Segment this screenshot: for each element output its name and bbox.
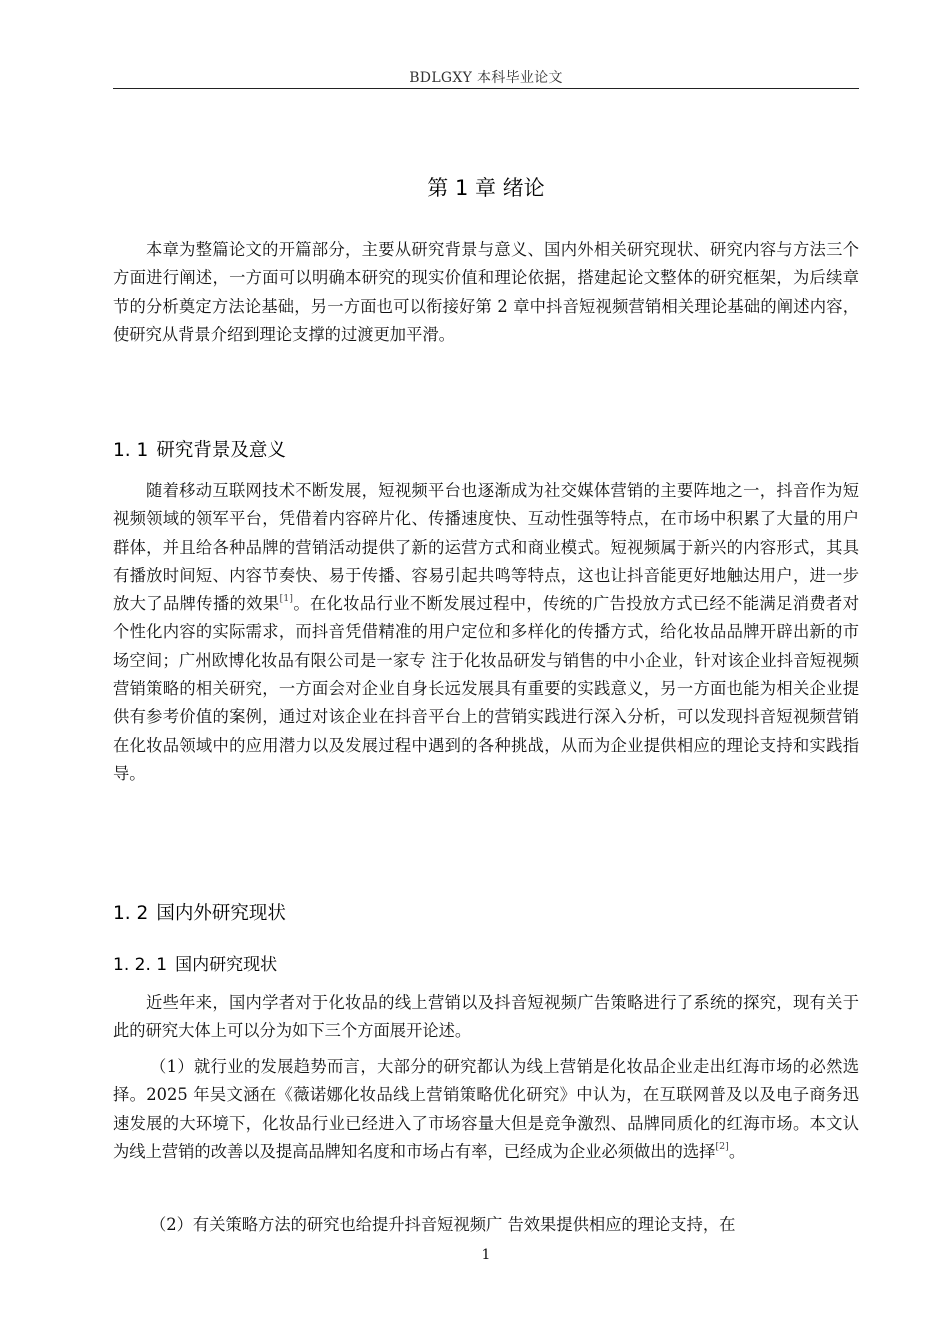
paragraph-text: （1）就行业的发展趋势而言，大部分的研究都认为线上营销是化妆品企业走出红海市场的必然选择。2025 年吴文涵在《薇诺娜化妆品线上营销策略优化研究》中认为，在互联网普及以及电子商务迅速发展的大环境下，化妆品行业已经进入了市场容量大但是竞争激烈、品牌同质化的红海市场。本文认为线上营销的改善以及提高品牌知名度和市场占有率，已经成为企业必须做出的选择 <box>113 1057 859 1161</box>
domestic-intro-paragraph: 近些年来，国内学者对于化妆品的线上营销以及抖音短视频广告策略进行了系统的探究，现有关于此的研究大体上可以分为如下三个方面展开论述。 <box>113 993 859 1041</box>
section-heading-1-1 <box>113 436 286 462</box>
list-item-2: （2）有关策略方法的研究也给提升抖音短视频广 告效果提供相应的理论支持，在 <box>150 1215 736 1234</box>
paragraph-text: 。 <box>728 1141 746 1161</box>
citation-link[interactable]: [2] <box>715 1140 729 1152</box>
intro-paragraph: 本章为整篇论文的开篇部分，主要从研究背景与意义、国内外相关研究现状、研究内容与方法三个方面进行阐述，一方面可以明确本研究的现实价值和理论依据，搭建起论文整体的研究框架，为后续章节的分析奠定方法论基础，另一方面也可以衔接好第 2 章中抖音短视频营销相关理论基础的阐述内容，使研究从背景介绍到理论支撑的过渡更加平滑。 <box>113 240 859 344</box>
section-number: 1. 2. 1 <box>113 955 168 975</box>
paragraph-text: 。在化妆品行业不断发展过程中，传统的广告投放方式已经不能满足消费者对个性化内容的实际需求，而抖音凭借精准的用户定位和多样化的传播方式，给化妆品品牌开辟出新的市场空间；广州欧博化妆品有限公司是一家专 注于化妆品研发与销售的中小企业，针对该企业抖音短视频营销策略的相关研究，一方面会对企业自身长远发展具有重要的实践意义，另一方面也能为相关企业提供有参考价值的案例，通过对该企业在抖音平台上的营销实践进行深入分析，可以发现抖音短视频营销在化妆品领域中的应用潜力以及发展过程中遇到的各种挑战，从而为企业提供相应的理论支持和实践指导。 <box>113 594 859 783</box>
section-heading-1-2-1 <box>113 950 277 975</box>
section-heading-1-2 <box>113 899 286 925</box>
chapter-title: 第 1 章 绪论 <box>427 176 545 200</box>
list-item-1 <box>113 1053 859 1166</box>
citation-link[interactable]: [1] <box>279 593 293 605</box>
section-title: 国内外研究现状 <box>156 903 286 924</box>
section-title: 国内研究现状 <box>175 955 278 975</box>
header-rule <box>113 88 859 89</box>
section-number: 1. 1 <box>113 440 149 461</box>
background-paragraph <box>113 477 859 788</box>
running-header: BDLGXY 本科毕业论文 <box>409 70 563 86</box>
section-number: 1. 2 <box>113 903 149 924</box>
page-number: 1 <box>481 1247 491 1263</box>
paragraph-text: 随着移动互联网技术不断发展，短视频平台也逐渐成为社交媒体营销的主要阵地之一，抖音作为短视频领域的领军平台，凭借着内容碎片化、传播速度快、互动性强等特点，在市场中积累了大量的用户群体，并且给各种品牌的营销活动提供了新的运营方式和商业模式。短视频属于新兴的内容形式，其具有播放时间短、内容节奏快、易于传播、容易引起共鸣等特点，这也让抖音能更好地触达用户，进一步放大了品牌传播的效果 <box>113 481 859 614</box>
section-title: 研究背景及意义 <box>156 440 286 461</box>
